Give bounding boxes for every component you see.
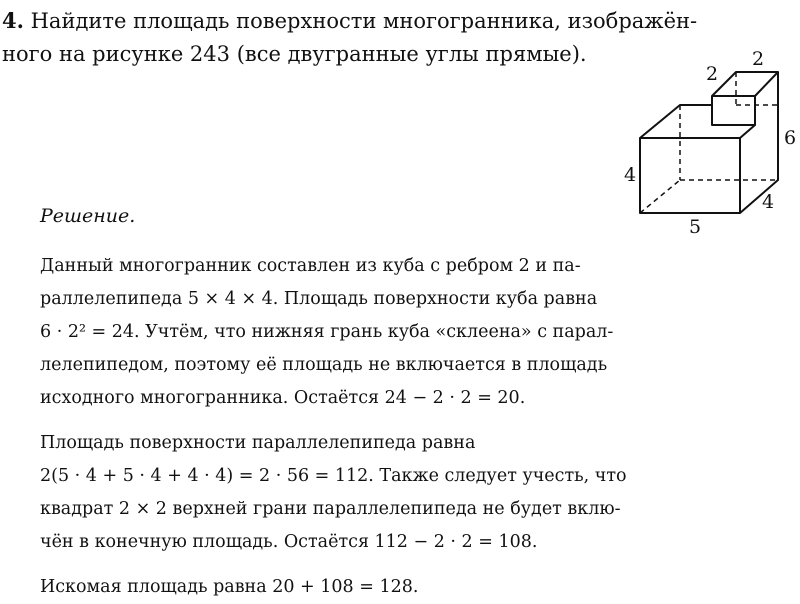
problem-text-line-2: ного на рисунке 243 (все двугранные углы прямые). <box>2 42 587 66</box>
paragraph-line: 6 · 2² = 24. Учтём, что нижняя грань куба «склеена» с парал- <box>40 322 614 342</box>
label-cube-top-a: 2 <box>706 63 719 85</box>
paragraph-line: лелепипедом, поэтому её площадь не включается в площадь <box>40 355 608 375</box>
cube-top-face <box>712 72 778 96</box>
paragraph-line: раллелепипеда 5 × 4 × 4. Площадь поверхности куба равна <box>40 289 598 309</box>
solution-paragraph-3 <box>40 571 640 604</box>
paragraph-line: квадрат 2 × 2 верхней грани параллелепипеда не будет вклю- <box>40 499 621 519</box>
box-front-face <box>640 138 740 213</box>
paragraph-line: чён в конечную площадь. Остаётся 112 − 2 · 2 = 108. <box>40 532 538 552</box>
polyhedron-figure <box>605 45 800 240</box>
problem-text-line-1: Найдите площадь поверхности многогранника, изображён- <box>23 9 698 33</box>
label-front-height: 4 <box>624 164 637 186</box>
paragraph-line: Данный многогранник составлен из куба с ребром 2 и па- <box>40 256 581 276</box>
paragraph-line: Искомая площадь равна 20 + 108 = 128. <box>40 577 419 597</box>
box-top-front-right <box>740 125 755 138</box>
solution-paragraph-2 <box>40 427 640 559</box>
paragraph-line: исходного многогранника. Остаётся 24 − 2 · 2 = 20. <box>40 388 526 408</box>
label-cube-top-b: 2 <box>752 48 765 70</box>
solution-paragraph-1 <box>40 250 640 415</box>
problem-line-1 <box>2 4 698 38</box>
problem-statement <box>2 4 698 71</box>
hidden-bottom-left-edge <box>640 180 680 213</box>
paragraph-line: 2(5 · 4 + 5 · 4 + 4 · 4) = 2 · 56 = 112. Также следует учесть, что <box>40 466 627 486</box>
problem-number: 4. <box>2 8 24 33</box>
box-top-left-edge <box>640 105 712 138</box>
label-height: 6 <box>784 127 797 149</box>
label-depth: 4 <box>762 191 775 213</box>
label-width: 5 <box>689 216 702 238</box>
cube-front-face <box>712 96 755 125</box>
solution-heading: Решение. <box>40 205 136 227</box>
paragraph-line: Площадь поверхности параллелепипеда равна <box>40 433 476 453</box>
